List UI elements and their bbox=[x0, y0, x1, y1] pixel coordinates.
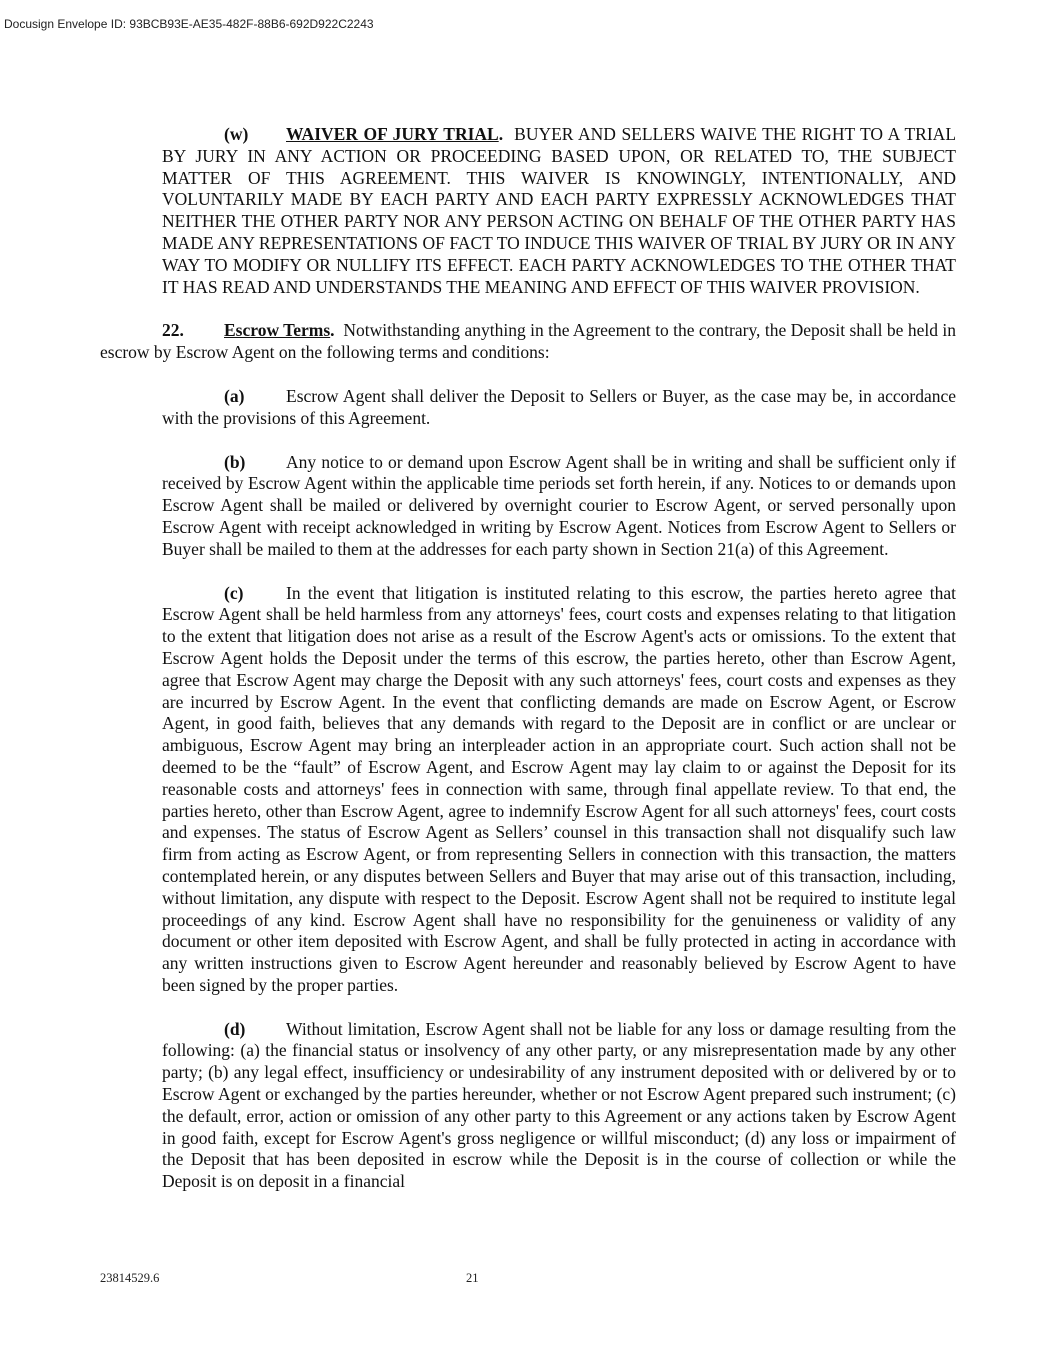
section-b bbox=[162, 452, 956, 561]
envelope-id: Docusign Envelope ID: 93BCB93E-AE35-482F-88B6-692D922C2243 bbox=[4, 17, 374, 31]
section-a-text: Escrow Agent shall deliver the Deposit to Sellers or Buyer, as the case may be, in accordance with the provisions of this Agreement. bbox=[162, 385, 956, 428]
section-a-label: (a) bbox=[224, 385, 245, 406]
section-w-heading: WAIVER OF JURY TRIAL bbox=[286, 124, 499, 144]
section-c-text: In the event that litigation is instituted relating to this escrow, the parties hereto agree that Escrow Agent shall be held harmless from any attorneys' fees, court costs and expenses relating to that litigation to the extent that litigation does not arise as a result of the Escrow Agent's acts or omissions. To the extent that Escrow Agent holds the Deposit under the terms of this escrow, the parties hereto, other than Escrow Agent, agree that Escrow Agent may charge the Deposit with any such attorneys' fees, court costs and expenses as they are incurred by Escrow Agent. In the event that conflicting demands are made on Escrow Agent, or Escrow Agent, in good faith, believes that any demands with regard to the Deposit are in conflict or are unclear or ambiguous, Escrow Agent may bring an interpleader action in an appropriate court. Such action shall not be deemed to be the “fault” of Escrow Agent, and Escrow Agent may lay claim to or against the Deposit for its reasonable costs and attorneys' fees in connection with same, through final appellate review. To that end, the parties hereto, other than Escrow Agent, agree to indemnify Escrow Agent for all such attorneys' fees, court costs and expenses. The status of Escrow Agent as Sellers’ counsel in this transaction shall not disqualify such law firm from acting as Escrow Agent, or from representing Sellers in connection with this transaction, the matters contemplated herein, or any disputes between Sellers and Buyer that may arise out of this transaction, including, without limitation, any dispute with respect to the Deposit. Escrow Agent shall not be required to institute legal proceedings of any kind. Escrow Agent shall have no responsibility for the genuineness or validity of any document or other item deposited with Escrow Agent, and shall be fully protected in acting in accordance with any written instructions given to Escrow Agent hereunder and reasonably believed by Escrow Agent to have been signed by the proper parties. bbox=[162, 582, 956, 995]
section-d-text: Without limitation, Escrow Agent shall not be liable for any loss or damage resulting from the following: (a) the financial status or insolvency of any other party, or any misrepresentation made by any other party; (b) any legal effect, insufficiency or undesirability of any instrument deposited with or delivered by or to Escrow Agent or exchanged by the parties hereunder, whether or not Escrow Agent prepared such instrument; (c) the default, error, action or omission of any other party to this Agreement or any actions taken by Escrow Agent in good faith, except for Escrow Agent's gross negligence or willful misconduct; (d) any loss or impairment of the Deposit that has been deposited in escrow while the Deposit is in the course of collection or while the Deposit is on deposit in a financial bbox=[162, 1018, 956, 1192]
section-b-label: (b) bbox=[224, 451, 246, 472]
section-w-heading-punct: . bbox=[498, 124, 504, 144]
page-number: 21 bbox=[466, 1271, 479, 1285]
section-a bbox=[162, 386, 956, 430]
document-number: 23814529.6 bbox=[100, 1271, 160, 1285]
section-b-text: Any notice to or demand upon Escrow Agent shall be in writing and shall be sufficient only if received by Escrow Agent within the applicable time periods set forth herein, if any. Notices to or demands upon Escrow Agent shall be mailed or delivered by overnight courier to Escrow Agent, or served personally upon Escrow Agent with receipt acknowledged in writing by Escrow Agent. Notices from Escrow Agent to Sellers or Buyer shall be mailed to them at the addresses for each party shown in Section 21(a) of this Agreement. bbox=[162, 451, 956, 559]
section-22-number: 22. bbox=[162, 320, 184, 341]
section-c-label: (c) bbox=[224, 582, 244, 603]
section-w-text: BUYER AND SELLERS WAIVE THE RIGHT TO A TRIAL BY JURY IN ANY ACTION OR PROCEEDING BASED UPON, OR RELATED TO, THE SUBJECT MATTER OF THIS AGREEMENT. THIS WAIVER IS KNOWINGLY, INTENTIONALLY, AND VOLUNTARILY MADE BY EACH PARTY AND EACH PARTY EXPRESSLY ACKNOWLEDGES THAT NEITHER THE OTHER PARTY NOR ANY PERSON ACTING ON BEHALF OF THE OTHER PARTY HAS MADE ANY REPRESENTATIONS OF FACT TO INDUCE THIS WAIVER OF TRIAL BY JURY OR IN ANY WAY TO MODIFY OR NULLIFY ITS EFFECT. EACH PARTY ACKNOWLEDGES TO THE OTHER THAT IT HAS READ AND UNDERSTANDS THE MEANING AND EFFECT OF THIS WAIVER PROVISION. bbox=[162, 124, 957, 297]
section-d bbox=[162, 1019, 956, 1193]
section-22-text: Notwithstanding anything in the Agreement to the contrary, the Deposit shall be held in escrow by Escrow Agent on the following terms and conditions: bbox=[100, 320, 957, 363]
section-22 bbox=[100, 320, 956, 364]
document-body bbox=[100, 124, 956, 1193]
section-22-heading-punct: . bbox=[330, 320, 335, 341]
section-d-label: (d) bbox=[224, 1018, 246, 1039]
section-w-label: (w) bbox=[224, 124, 249, 144]
section-22-heading: Escrow Terms bbox=[224, 320, 331, 341]
section-w bbox=[162, 124, 956, 298]
section-c bbox=[162, 583, 956, 997]
